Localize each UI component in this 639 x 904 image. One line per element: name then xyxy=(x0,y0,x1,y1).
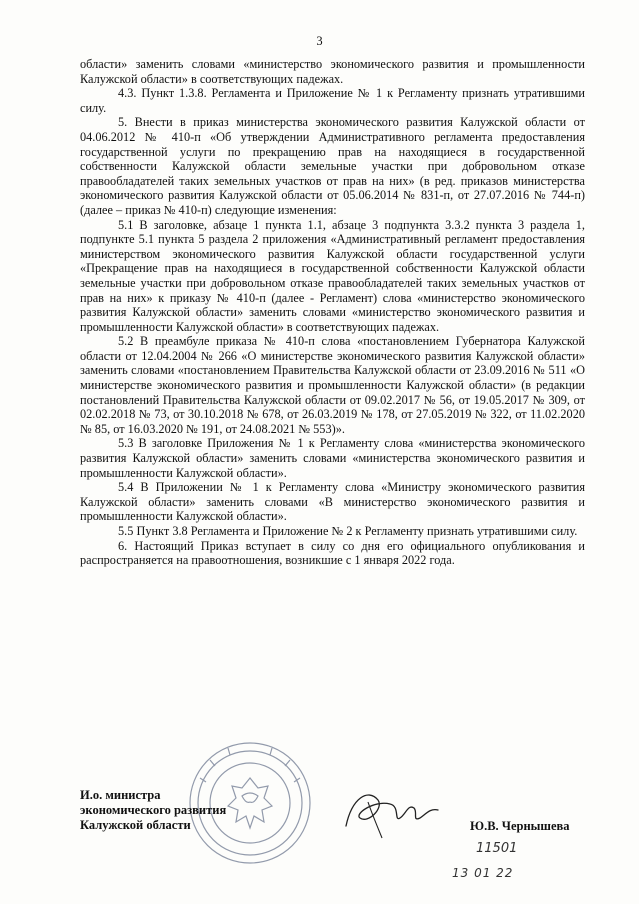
signatory-name: Ю.В. Чернышева xyxy=(470,819,570,833)
paragraph-5-1: 5.1 В заголовке, абзаце 1 пункта 1.1, абзаце 3 подпункта 3.3.2 пункта 3 раздела 1, подпункте 5.1 пункта 5 раздела 2 приложения «Административный регламент предоставления министерством экономического развития Калужской области государственной услуги «Прекращение прав на находящиеся в государственной собственности Калужской области земельные участки при добровольном отказе правообладателей таких земельных участков от прав на них» к приказу № 410-п (далее - Регламент) слова «министерство экономического развития Калужской области» заменить словами «министерство экономического развития и промышленности Калужской области» в соответствующих падежах. xyxy=(80,217,585,334)
paragraph-5-4: 5.4 В Приложении № 1 к Регламенту слова «Министру экономического развития Калужской области» заменить словами «В министерство экономического развития и промышленности Калужской области». xyxy=(80,480,585,524)
registration-number: 11501 xyxy=(476,841,518,856)
signatory-title xyxy=(80,788,226,833)
registration-date: 13 01 22 xyxy=(452,866,514,880)
paragraph-5-3: 5.3 В заголовке Приложения № 1 к Регламенту слова «министерства экономического развития Калужской области» заменить словами «министерства экономического развития и промышленности Калужской области». xyxy=(80,436,585,480)
paragraph-4-3: 4.3. Пункт 1.3.8. Регламента и Приложение № 1 к Регламенту признать утратившими силу. xyxy=(80,86,585,115)
signatory-title-line: И.о. министра xyxy=(80,788,161,802)
paragraph-continuation: области» заменить словами «министерство экономического развития и промышленности Калужской области» в соответствующих падежах. xyxy=(80,57,585,86)
signatory-title-line: экономического развития xyxy=(80,803,227,817)
paragraph-5-5: 5.5 Пункт 3.8 Регламента и Приложение № 2 к Регламенту признать утратившими силу. xyxy=(118,524,578,538)
paragraph-5: 5. Внести в приказ министерства экономического развития Калужской области от 04.06.2012 № 410-п «Об утверждении Административного регламента предоставления государственной услуги по прекращению прав на находящиеся в государственной собственности Калужской области земельные участки при добровольном отказе правообладателей таких земельных участков от прав на них» (в ред. приказов министерства экономического развития Калужской области от 05.06.2014 № 831-п, от 27.07.2016 № 744-п) (далее – приказ № 410-п) следующие изменения: xyxy=(80,115,585,217)
signatory-title-line: Калужской области xyxy=(80,818,191,832)
document-body xyxy=(80,57,585,568)
page-number: 3 xyxy=(316,34,323,48)
paragraph-6: 6. Настоящий Приказ вступает в силу со дня его официального опубликования и распространяется на правоотношения, возникшие с 1 января 2022 года. xyxy=(80,538,585,568)
paragraph-5-2: 5.2 В преамбуле приказа № 410-п слова «постановлением Губернатора Калужской области от 12.04.2004 № 266 «О министерстве экономического развития Калужской области» заменить словами «постановлением Правительства Калужской области от 23.09.2016 № 511 «О министерстве экономического развития и промышленности Калужской области» (в редакции постановлений Правительства Калужской области от 09.02.2017 № 56, от 19.05.2017 № 309, от 02.02.2018 № 73, от 30.10.2018 № 678, от 26.03.2019 № 178, от 27.05.2019 № 322, от 11.02.2020 № 85, от 16.03.2020 № 191, от 24.08.2021 № 553)». xyxy=(80,334,585,436)
handwritten-signature xyxy=(338,778,448,848)
